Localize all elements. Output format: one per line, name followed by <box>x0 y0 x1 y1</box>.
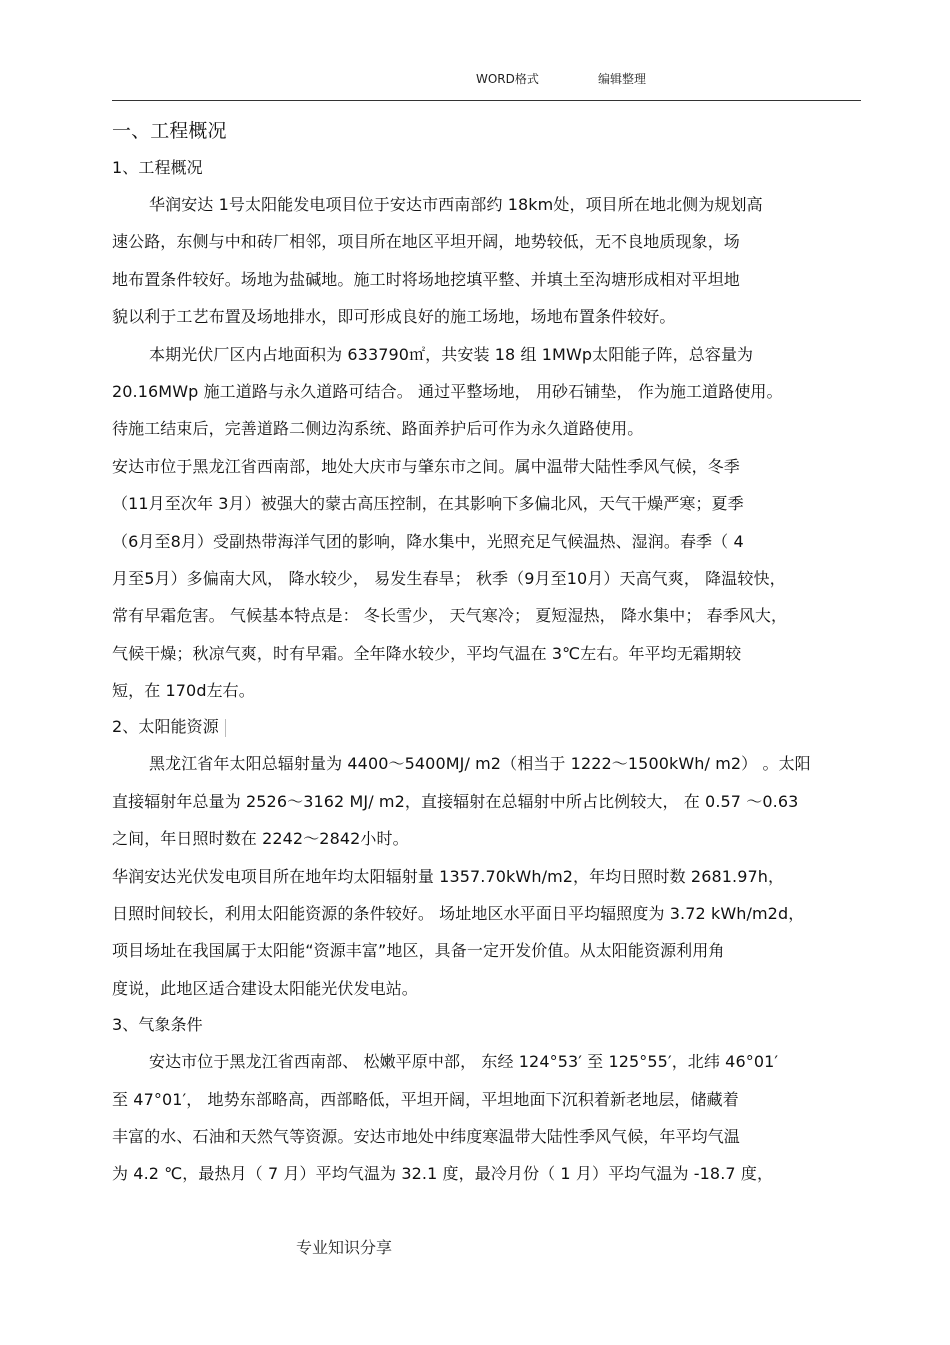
body-text-line: 度说，此地区适合建设太阳能光伏发电站。 <box>112 978 418 998</box>
document-title: 一、工程概况 <box>112 120 227 142</box>
body-text-line: 待施工结束后，完善道路二侧边沟系统、路面养护后可作为永久道路使用。 <box>112 419 644 439</box>
body-text-line: （6月至8月）受副热带海洋气团的影响，降水集中，光照充足气候温热、湿润。春季（ 4 <box>112 531 744 551</box>
page-header <box>0 70 950 90</box>
body-text-line: 地布置条件较好。场地为盐碱地。施工时将场地挖填平整、并填土至沟塘形成相对平坦地 <box>112 269 740 289</box>
body-text-line: 项目场址在我国属于太阳能“资源丰富”地区，具备一定开发价值。从太阳能资源利用角 <box>112 941 725 961</box>
page-footer: 专业知识分享 <box>296 1238 393 1257</box>
body-text-line: 华润安达 1号太阳能发电项目位于安达市西南部约 18km处，项目所在地北侧为规划高 <box>149 195 763 214</box>
section-heading-text: 3、气象条件 <box>112 1015 203 1035</box>
section-heading-text: 2、太阳能资源 <box>112 717 219 737</box>
section-heading <box>112 1007 862 1043</box>
header-edit-note: 编辑整理 <box>598 72 647 86</box>
body-text-line: 速公路，东侧与中和砖厂相邻，项目所在地区平坦开阔，地势较低，无不良地质现象，场 <box>112 232 740 252</box>
section-heading <box>112 709 862 745</box>
body-text-line: 气候干燥；秋凉气爽，时有早霜。全年降水较少，平均气温在 3℃左右。年平均无霜期较 <box>112 643 742 663</box>
header-rule <box>112 100 861 101</box>
body-text-line: 为 4.2 ℃，最热月（ 7 月）平均气温为 32.1 度，最冷月份（ 1 月）平均气温为 -18.7 度， <box>112 1164 774 1184</box>
body-text-line: 常有早霜危害。 气候基本特点是： 冬长雪少， 天气寒冷； 夏短湿热， 降水集中； 春季风大， <box>112 606 788 626</box>
body-text-line: 至 47°01′， 地势东部略高，西部略低，平坦开阔，平坦地面下沉积着新老地层，储藏着 <box>112 1089 739 1109</box>
body-text-line: 安达市位于黑龙江省西南部，地处大庆市与肇东市之间。属中温带大陆性季风气候，冬季 <box>112 456 740 476</box>
section-heading <box>112 150 862 186</box>
body-text-line: 丰富的水、石油和天然气等资源。安达市地处中纬度寒温带大陆性季风气候，年平均气温 <box>112 1126 740 1146</box>
body-text-line: 黑龙江省年太阳总辐射量为 4400～5400MJ/ m2（相当于 1222～1500kWh/ m2） 。太阳 <box>149 754 811 774</box>
body-text-line: 之间，年日照时数在 2242～2842小时。 <box>112 829 409 849</box>
body-text-line: 日照时间较长，利用太阳能资源的条件较好。 场址地区水平面日平均辐照度为 3.72 kWh/m2d， <box>112 904 805 924</box>
document-body <box>112 112 862 1193</box>
body-text-line: 20.16MWp 施工道路与永久道路可结合。 通过平整场地， 用砂石铺垫， 作为施工道路使用。 <box>112 381 783 401</box>
cursor-bar <box>225 719 226 737</box>
body-text-line: （11月至次年 3月）被强大的蒙古高压控制，在其影响下多偏北风，天气干燥严寒；夏季 <box>112 494 744 514</box>
body-text-line: 安达市位于黑龙江省西南部、 松嫩平原中部， 东经 124°53′ 至 125°55′，北纬 46°01′ <box>149 1052 779 1072</box>
section-heading-text: 1、工程概况 <box>112 158 203 177</box>
body-text-line: 本期光伏厂区内占地面积为 633790㎡，共安装 18 组 1MWp太阳能子阵，总容量为 <box>149 344 754 364</box>
body-text-line: 华润安达光伏发电项目所在地年均太阳辐射量 1357.70kWh/m2，年均日照时数 2681.97h， <box>112 866 785 886</box>
body-text-line: 月至5月）多偏南大风， 降水较少， 易发生春旱； 秋季（9月至10月）天高气爽， 降温较快， <box>112 568 786 588</box>
body-text-line: 短，在 170d左右。 <box>112 681 255 701</box>
body-text-line: 貌以利于工艺布置及场地排水，即可形成良好的施工场地，场地布置条件较好。 <box>112 307 676 327</box>
header-word-format: WORD格式 <box>476 72 539 86</box>
sections <box>112 150 862 1193</box>
body-text-line: 直接辐射年总量为 2526～3162 MJ/ m2，直接辐射在总辐射中所占比例较大， 在 0.57 ～0.63 <box>112 791 799 811</box>
